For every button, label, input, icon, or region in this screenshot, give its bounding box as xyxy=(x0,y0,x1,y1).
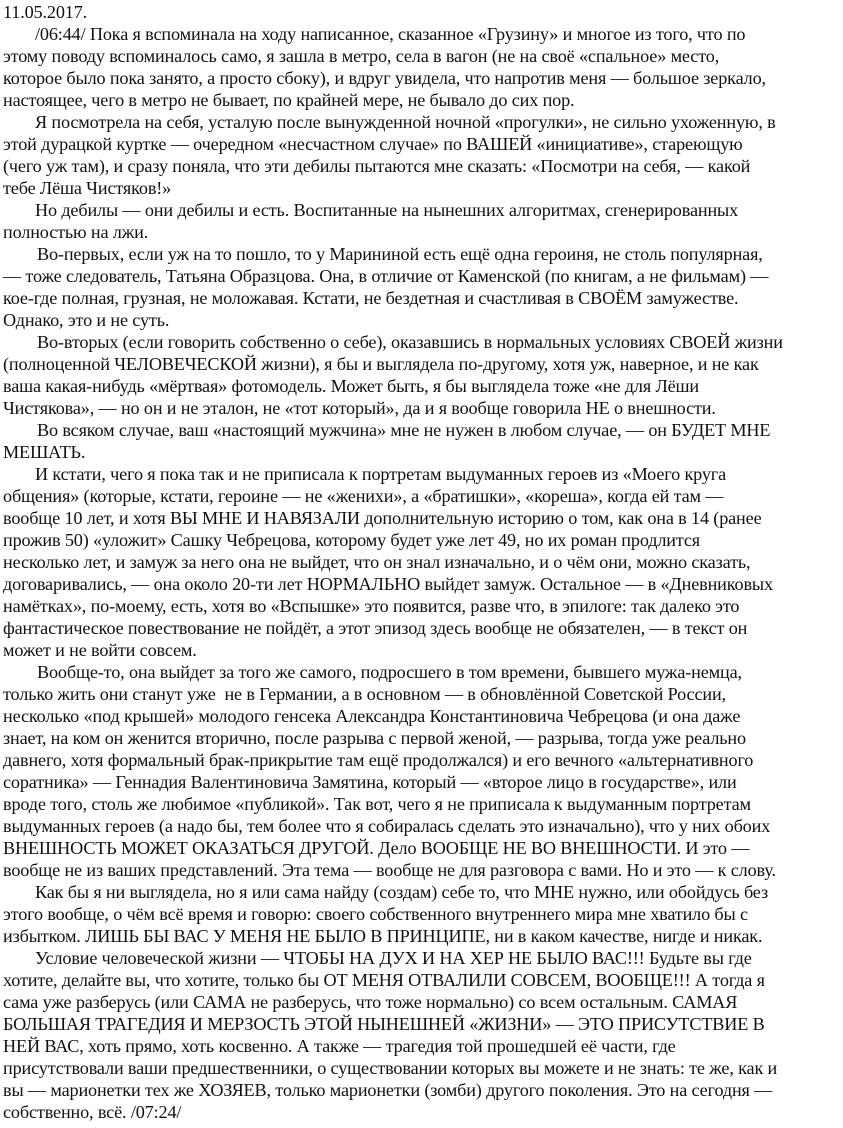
paragraph xyxy=(3,243,843,331)
paragraph xyxy=(3,111,843,199)
text-line: намётках», по-моему, есть, хотя во «Вспышке» это появится, разве что, в эпилоге: так далеко это xyxy=(3,596,740,616)
text-line: БОЛЬШАЯ ТРАГЕДИЯ И МЕРЗОСТЬ ЭТОЙ НЫНЕШНЕЙ «ЖИЗНИ» — ЭТО ПРИСУТСТВИЕ В xyxy=(3,1014,765,1034)
text-line: прожив 50) «уложит» Сашку Чебрецова, которому будет уже лет 49, но их роман продлится xyxy=(3,530,701,550)
text-line: Во-первых, если уж на то пошло, то у Марининой есть ещё одна героиня, не столь популярная, xyxy=(37,244,763,264)
text-line: этой дурацкой куртке — очередном «несчастном случае» по ВАШЕЙ «инициативе», стареющую xyxy=(3,134,743,154)
paragraph xyxy=(3,23,843,111)
paragraph xyxy=(3,331,843,419)
text-line: вы — марионетки тех же ХОЗЯЕВ, только марионетки (зомби) другого поколения. Это на сегодня — xyxy=(3,1080,773,1100)
text-line: (чего уж там), и сразу поняла, что эти дебилы пытаются мне сказать: «Посмотри на себя, — какой xyxy=(3,156,751,176)
text-line: хотите, делайте вы, что хотите, только бы ОТ МЕНЯ ОТВАЛИЛИ СОВСЕМ, ВООБЩЕ!!! А тогда я xyxy=(3,970,765,990)
text-line: которое было пока занято, а просто сбоку), и вдруг увидела, что напротив меня — большое зеркало, xyxy=(3,68,766,88)
text-line: полностью на лжи. xyxy=(3,222,149,242)
paragraph xyxy=(3,463,843,661)
text-line: вообще 10 лет, и хотя ВЫ МНЕ И НАВЯЗАЛИ дополнительную историю о том, как она в 14 (ранее xyxy=(3,508,762,528)
text-line: фантастическое повествование не пойдёт, а этот эпизод здесь вообще не обязателен, — в текст он xyxy=(3,618,748,638)
text-line: кое-где полная, грузная, не моложавая. Кстати, не бездетная и счастливая в СВОЁМ замужестве. xyxy=(3,288,739,308)
text-line: общения» (которые, кстати, героине — не «женихи», а «братишки», «кореша», когда ей там — xyxy=(3,486,724,506)
text-line: несколько лет, и замуж за него она не выйдет, что он знал изначально, и о чём они, можно сказать, xyxy=(3,552,751,572)
text-line: Но дебилы — они дебилы и есть. Воспитанные на нынешних алгоритмах, сгенерированных xyxy=(35,200,739,220)
text-line: — тоже следователь, Татьяна Образцова. Она, в отличие от Каменской (по книгам, а не фильмам) — xyxy=(3,266,769,286)
text-line: Чистякова», — но он и не эталон, не «тот который», да и я вообще говорила НЕ о внешности. xyxy=(3,398,716,418)
text-line: несколько «под крышей» молодого генсека Александра Константиновича Чебрецова (и она даже xyxy=(3,706,741,726)
text-line: присутствовали ваши предшественники, о существовании которых вы можете и не знать: те же, как и xyxy=(3,1058,778,1078)
text-line: сама уже разберусь (или САМА не разберусь, что тоже нормально) со всем остальным. САМАЯ xyxy=(3,992,738,1012)
text-line: Я посмотрела на себя, усталую после вынужденной ночной «прогулки», не сильно ухоженную, в xyxy=(35,112,776,132)
text-line: тебе Лёша Чистяков!» xyxy=(3,178,172,198)
paragraph xyxy=(3,419,843,463)
text-line: вообще не из ваших представлений. Эта тема — вообще не для разговора с вами. Но и это — к слову. xyxy=(3,860,776,880)
text-line: договаривались, — она около 20-ти лет НОРМАЛЬНО выйдет замуж. Остальное — в «Дневниковых xyxy=(3,574,773,594)
entry-date: 11.05.2017. xyxy=(3,2,88,22)
text-line: Вообще-то, она выйдет за того же самого, подросшего в том времени, бывшего мужа-немца, xyxy=(37,662,742,682)
text-line: Условие человеческой жизни — ЧТОБЫ НА ДУХ И НА ХЕР НЕ БЫЛО ВАС!!! Будьте вы где xyxy=(35,948,752,968)
text-line: выдуманных героев (а надо бы, тем более что я собиралась сделать это изначально), что у них обоих xyxy=(3,816,771,836)
paragraph xyxy=(3,881,843,947)
text-line: может и не войти совсем. xyxy=(3,640,197,660)
text-line: только жить они станут уже не в Германии, а в основном — в обновлённой Советской России, xyxy=(3,684,726,704)
text-line: МЕШАТЬ. xyxy=(3,442,86,462)
text-line: этому поводу вспоминалось само, я зашла в метро, села в вагон (не на своё «спальное» место, xyxy=(3,46,720,66)
paragraph xyxy=(3,947,843,1123)
text-line: собственно, всё. /07:24/ xyxy=(3,1102,182,1122)
text-line: И кстати, чего я пока так и не приписала к портретам выдуманных героев из «Моего круга xyxy=(35,464,727,484)
text-line: Как бы я ни выглядела, но я или сама найду (создам) себе то, что МНЕ нужно, или обойдусь без xyxy=(35,882,768,902)
text-line: вроде того, столь же любимое «публикой». Так вот, чего я не приписала к выдуманным портретам xyxy=(3,794,751,814)
text-line: избытком. ЛИШЬ БЫ ВАС У МЕНЯ НЕ БЫЛО В ПРИНЦИПЕ, ни в каком качестве, нигде и никак. xyxy=(3,926,763,946)
text-line: НЕЙ ВАС, хоть прямо, хоть косвенно. А также — трагедия той прошедшей её части, где xyxy=(3,1036,676,1056)
text-line: ВНЕШНОСТЬ МОЖЕТ ОКАЗАТЬСЯ ДРУГОЙ. Дело ВООБЩЕ НЕ ВО ВНЕШНОСТИ. И это — xyxy=(3,838,750,858)
text-line: настоящее, чего в метро не бывает, по крайней мере, не бывало до сих пор. xyxy=(3,90,575,110)
text-line: этого вообще, о чём всё время и говорю: своего собственного внутреннего мира мне хватило бы с xyxy=(3,904,748,924)
text-line: соратника» — Геннадия Валентиновича Замятина, который — «второе лицо в государстве», или xyxy=(3,772,737,792)
text-line: (полноценной ЧЕЛОВЕЧЕСКОЙ жизни), я бы и выглядела по-другому, хотя уж, наверное, и не как xyxy=(3,354,759,374)
text-line: /06:44/ Пока я вспоминала на ходу написанное, сказанное «Грузину» и многое из того, что по xyxy=(35,24,746,44)
text-line: ваша какая-нибудь «мёртвая» фотомодель. Может быть, я бы выглядела тоже «не для Лёши xyxy=(3,376,699,396)
paragraph xyxy=(3,199,843,243)
text-line: давнего, хотя формальный брак-прикрытие там ещё продолжался) и его вечного «альтернативного xyxy=(3,750,754,770)
document-body xyxy=(3,23,843,1123)
text-line: Однако, это и не суть. xyxy=(3,310,170,330)
paragraph xyxy=(3,661,843,881)
text-line: знает, на ком он женится вторично, после разрыва с первой женой, — разрыва, тогда уже реально xyxy=(3,728,746,748)
text-line: Во-вторых (если говорить собственно о себе), оказавшись в нормальных условиях СВОЕЙ жизни xyxy=(37,332,783,352)
text-line: Во всяком случае, ваш «настоящий мужчина» мне не нужен в любом случае, — он БУДЕТ МНЕ xyxy=(37,420,771,440)
